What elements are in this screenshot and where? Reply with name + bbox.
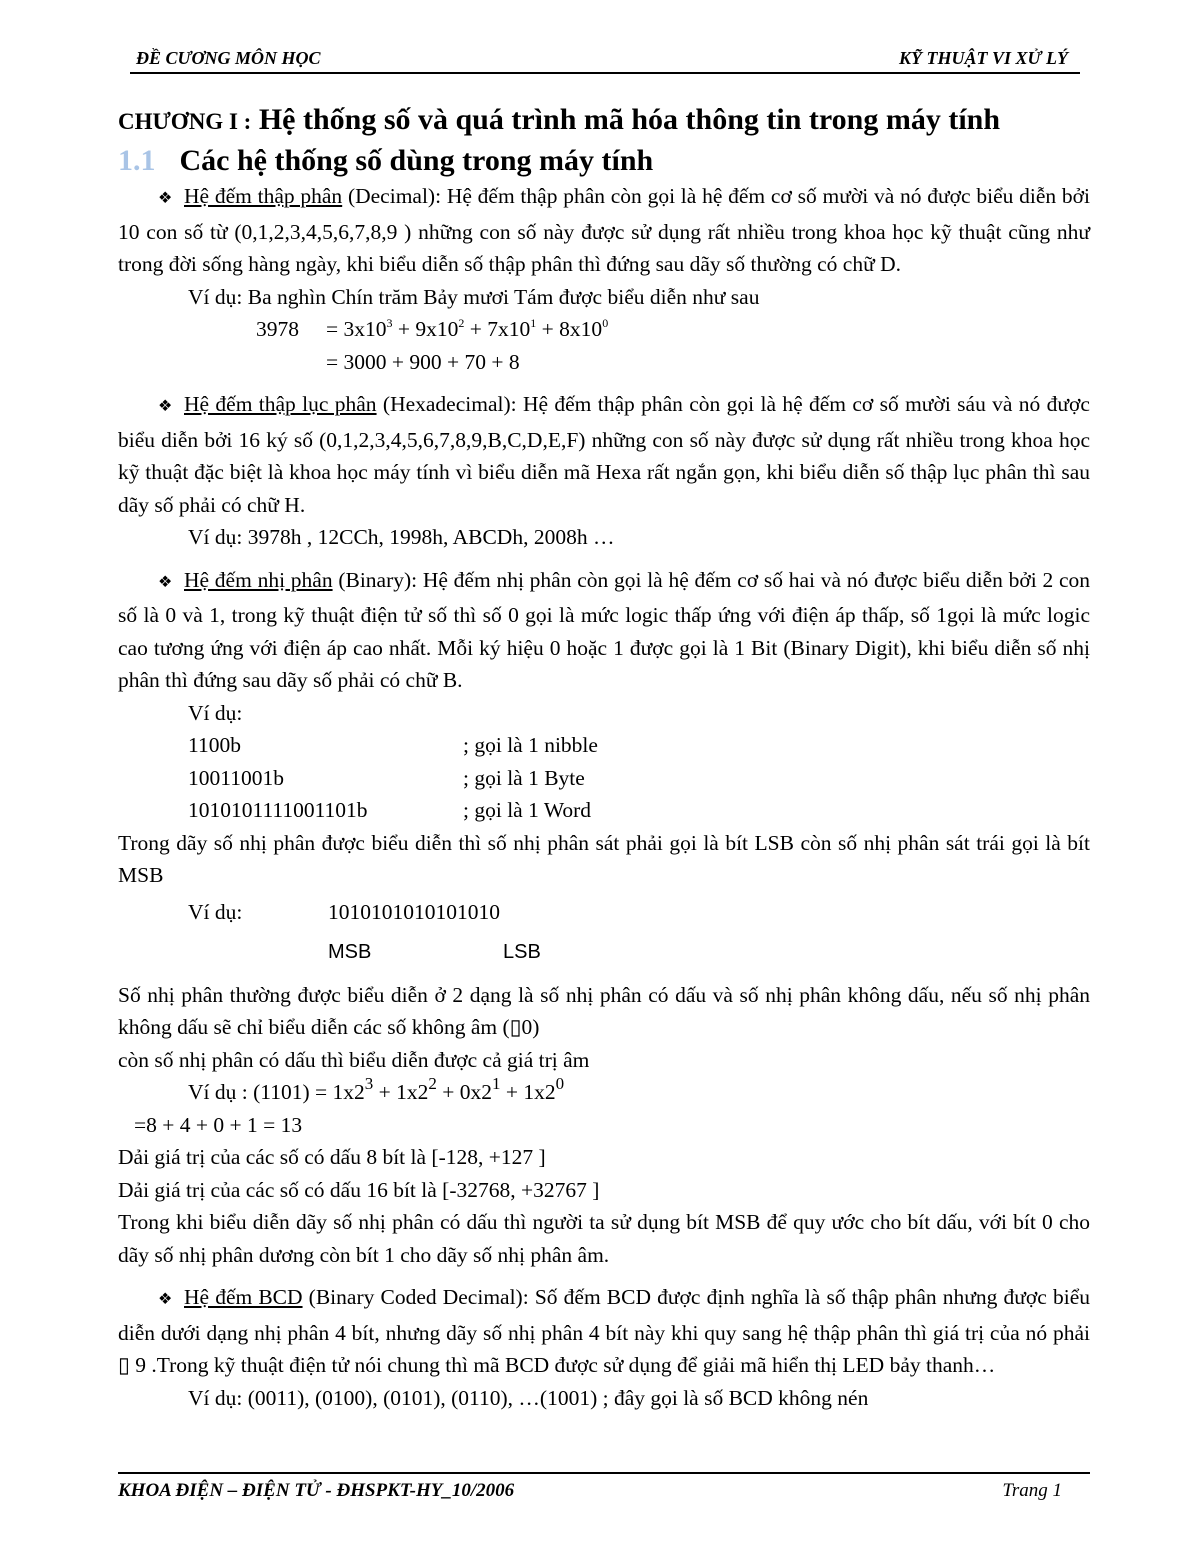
decimal-text: (Decimal): Hệ đếm thập phân còn gọi là hệ đếm cơ số mười và nó được biểu diễn bởi 10 con số từ (0,1,2,3,4,5,6,7,8,9 ) những con số này được sử dụng rất nhiều trong khoa học kỹ thuật cũng như trong đời sống hàng ngày, khi biểu diễn số thập phân thì đứng sau dãy số thường có chữ D.	[118, 184, 1090, 276]
binary-example-label: Ví dụ:	[188, 700, 243, 725]
decimal-paragraph	[118, 180, 1090, 281]
binary-text: (Binary): Hệ đếm nhị phân còn gọi là hệ đếm cơ số hai và nó được biểu diễn bởi 2 con số là 0 và 1, trong kỹ thuật điện tử số thì số 0 gọi là mức logic thấp ứng với điện áp thấp, số 1gọi là mức logic cao tương ứng với điện áp cao nhất. Mỗi ký hiệu 0 hoặc 1 được gọi là 1 Bit (Binary Digit), khi biểu diễn số nhị phân thì đứng sau dãy số phải có chữ B.	[118, 567, 1090, 692]
decimal-term: Hệ đếm thập phân	[184, 184, 343, 208]
bcd-text: (Binary Coded Decimal): Số đếm BCD được định nghĩa là số thập phân nhưng được biểu diễn dưới dạng nhị phân 4 bít, nhưng dãy số nhị phân 4 bít này khi quy sang hệ thập phân thì giá trị của nó phải ▯ 9 .Trong kỹ thuật điện tử nói chung thì mã BCD được sử dụng để giải mã hiển thị LED bảy thanh…	[118, 1285, 1090, 1377]
page-header	[130, 48, 1080, 74]
section-title	[118, 142, 1090, 180]
diamond-bullet-icon: ❖	[158, 1291, 173, 1308]
binary-row-nibble: 1100b ; gọi là 1 nibble	[188, 733, 598, 757]
hex-term: Hệ đếm thập lục phân	[184, 392, 377, 416]
bits-example: Ví dụ: 1010101010101010	[118, 896, 1090, 929]
hex-example: Ví dụ: 3978h , 12CCh, 1998h, ABCDh, 2008h …	[188, 525, 615, 549]
diamond-bullet-icon: ❖	[158, 398, 173, 415]
section-number: 1.1	[118, 144, 156, 177]
section-title-text: Các hệ thống số dùng trong máy tính	[179, 144, 654, 177]
bits-value: 1010101010101010	[328, 899, 500, 924]
binary-row-word: 1010101111001101b ; gọi là 1 Word	[188, 798, 592, 822]
footer-department: KHOA ĐIỆN – ĐIỆN TỬ - ĐHSPKT-HY_10/2006	[118, 1480, 515, 1501]
chapter-title	[118, 100, 1090, 142]
bcd-paragraph	[118, 1281, 1090, 1382]
header-course-label: ĐỀ CƯƠNG MÔN HỌC	[136, 48, 321, 68]
page-content	[118, 100, 1090, 1414]
decimal-equation-1	[118, 313, 1090, 346]
signed-paragraph-2: còn số nhị phân có dấu thì biểu diễn được cả giá trị âm	[118, 1047, 590, 1072]
msb-sign-paragraph: Trong khi biểu diễn dãy số nhị phân có dấu thì người ta sử dụng bít MSB để quy ước cho bít dấu, với bít 0 cho dãy số nhị phân dương còn bít 1 cho dãy số nhị phân âm.	[118, 1210, 1090, 1267]
signed-paragraph-1: Số nhị phân thường được biểu diễn ở 2 dạng là số nhị phân có dấu và số nhị phân không dấu, nếu số nhị phân không dấu sẽ chỉ biểu diễn các số không âm (▯0)	[118, 982, 1090, 1039]
chapter-title-text: Hệ thống số và quá trình mã hóa thông tin trong máy tính	[258, 103, 1001, 136]
page-footer	[118, 1472, 1090, 1510]
range-8bit: Dải giá trị của các số có dấu 8 bít là [-128, +127 ]	[118, 1145, 546, 1169]
lsb-label: LSB	[503, 941, 541, 963]
hex-text: (Hexadecimal): Hệ đếm thập phân còn gọi là hệ đếm cơ số mười sáu và nó được biểu diễn bởi 16 ký số (0,1,2,3,4,5,6,7,8,9,B,C,D,E,F) những con số này được sử dụng rất nhiều trong khoa học kỹ thuật đặc biệt là khoa học máy tính vì biểu diễn mã Hexa rất ngắn gọn, khi biểu diễn số thập lục phân thì sau dãy số phải có chữ H.	[118, 392, 1090, 517]
decimal-eq-rhs: = $3x10^3 + 9x10^2 + 7x10^1 + 8x10^0$	[326, 316, 609, 341]
chapter-prefix: CHƯƠNG I :	[118, 109, 252, 134]
diamond-bullet-icon: ❖	[158, 573, 173, 591]
binary-example-2-result: =8 + 4 + 0 + 1 = 13	[134, 1112, 303, 1137]
binary-term: Hệ đếm nhị phân	[184, 567, 333, 592]
footer-page-number: Trang 1	[1002, 1480, 1062, 1501]
range-16bit: Dải giá trị của các số có dấu 16 bít là [-32768, +32767 ]	[118, 1177, 600, 1202]
hex-paragraph	[118, 388, 1090, 521]
decimal-equation-2: = 3000 + 900 + 70 + 8	[326, 349, 520, 374]
lsb-msb-paragraph: Trong dãy số nhị phân được biểu diễn thì số nhị phân sát phải gọi là bít LSB còn số nhị phân sát trái gọi là bít MSB	[118, 830, 1090, 887]
binary-paragraph	[118, 564, 1090, 697]
header-subject-label: KỸ THUẬT VI XỬ LÝ	[899, 48, 1068, 68]
binary-example-2: Ví dụ : $(1101) = 1x2^3 + 1x2^2 + 0x2^1 + 1x2^0$	[188, 1074, 565, 1104]
diamond-bullet-icon: ❖	[158, 190, 173, 207]
binary-row-byte: 10011001b ; gọi là 1 Byte	[188, 765, 585, 790]
msb-lsb-labels	[118, 936, 1090, 969]
decimal-example: Ví dụ: Ba nghìn Chín trăm Bảy mươi Tám được biểu diễn như sau	[188, 284, 760, 309]
msb-label: MSB	[328, 941, 372, 963]
bcd-term: Hệ đếm BCD	[184, 1285, 303, 1309]
decimal-eq-lhs: 3978	[256, 317, 299, 341]
bcd-example: Ví dụ: (0011), (0100), (0101), (0110), …(1001) ; đây gọi là số BCD không nén	[188, 1385, 869, 1410]
